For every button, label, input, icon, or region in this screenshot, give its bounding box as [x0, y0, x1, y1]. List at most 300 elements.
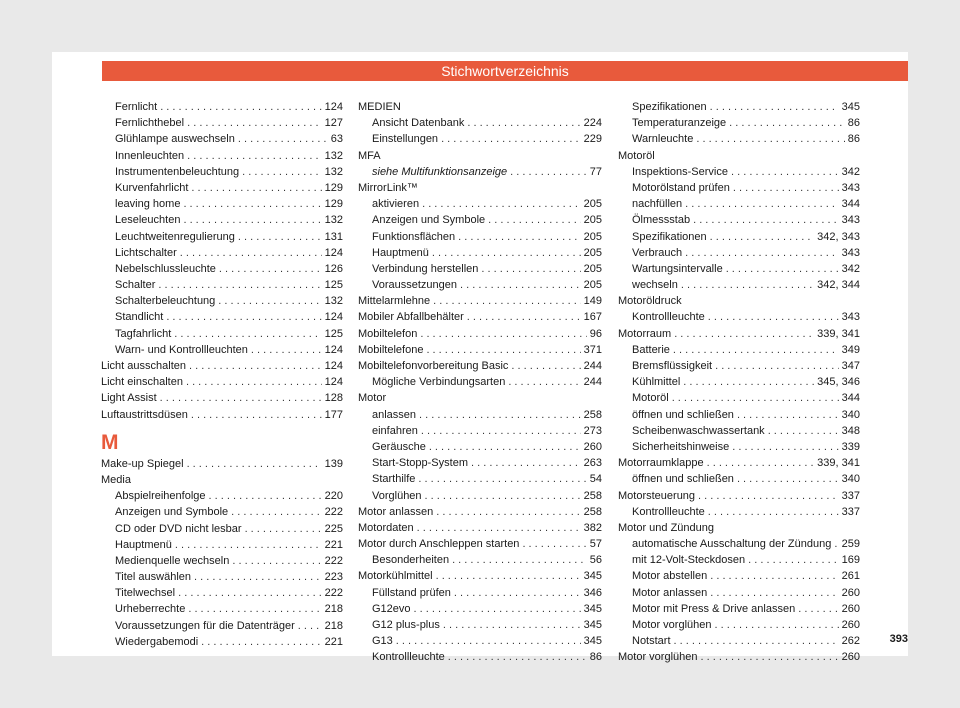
entry-page: 345 [841, 101, 860, 113]
entry-term: Verbrauch [632, 246, 683, 259]
dot-leader [737, 471, 839, 487]
index-entry [618, 196, 860, 212]
dot-leader [726, 261, 839, 277]
dot-leader [242, 164, 321, 180]
dot-leader [420, 326, 586, 342]
entry-page: 132 [324, 165, 343, 178]
dot-leader [209, 488, 322, 504]
index-entry [101, 601, 343, 617]
dot-leader [710, 568, 838, 584]
entry-page: 86 [847, 133, 860, 146]
dot-leader [710, 99, 839, 115]
entry-page: 343 [841, 246, 860, 259]
entry-page: 124 [324, 101, 343, 113]
index-entry [358, 423, 602, 439]
entry-term: öffnen und schließen [632, 408, 734, 421]
entry-term: Anzeigen und Symbole [115, 506, 229, 519]
index-entry [101, 245, 343, 261]
index-entry [358, 601, 602, 617]
dot-leader [673, 342, 839, 358]
entry-term: Mobiltelefonvorbereitung Basic [358, 360, 509, 372]
index-entry [101, 131, 343, 147]
entry-page: 218 [324, 603, 343, 616]
entry-page: 125 [324, 327, 343, 340]
entry-term: G12 plus-plus [372, 619, 440, 631]
entry-page: 124 [324, 246, 343, 259]
dot-leader [693, 212, 839, 228]
index-entry [358, 471, 602, 487]
entry-page: 344 [841, 198, 860, 211]
dot-leader [715, 358, 839, 374]
entry-term: Innenleuchten [115, 149, 185, 162]
entry-term: Einstellungen [372, 133, 439, 146]
index-column-3 [618, 99, 860, 666]
index-column-2 [358, 99, 602, 666]
entry-term: Wiedergabemodi [115, 635, 199, 648]
entry-page: 129 [324, 198, 343, 211]
dot-leader [219, 261, 322, 277]
index-entry [358, 649, 602, 665]
index-entry [101, 164, 343, 180]
index-entry [358, 229, 602, 245]
entry-term: Licht ausschalten [101, 360, 186, 372]
dot-leader [187, 456, 322, 472]
dot-leader [425, 488, 581, 504]
entry-page: 218 [324, 619, 343, 632]
entry-page: 244 [583, 360, 602, 372]
entry-term: Vorglühen [372, 489, 422, 502]
entry-page: 86 [589, 651, 602, 664]
index-entry [358, 293, 602, 309]
index-entry [618, 617, 860, 633]
index-entry [101, 293, 343, 309]
dot-leader [674, 326, 814, 342]
entry-term: Schalter [115, 279, 156, 292]
dot-leader [191, 407, 322, 423]
entry-term: Warn- und Kontrollleuchten [115, 343, 248, 356]
index-entry [358, 633, 602, 649]
dot-leader [452, 552, 587, 568]
entry-term: Bremsflüssigkeit [632, 360, 713, 372]
entry-term: Mobiler Abfallbehälter [358, 311, 464, 324]
entry-term: Kontrollleuchte [372, 651, 445, 664]
entry-term: Kontrollleuchte [632, 311, 705, 324]
entry-page: 86 [847, 117, 860, 130]
entry-term: Motorraumklappe [618, 457, 704, 470]
entry-page: 345 [583, 602, 602, 615]
entry-page: 129 [324, 181, 343, 194]
entry-term: Motorkühlmittel [358, 570, 433, 583]
entry-term: aktivieren [372, 198, 420, 211]
dot-leader [467, 115, 580, 131]
entry-term: Geräusche [372, 440, 426, 453]
dot-leader [187, 148, 322, 164]
entry-page: 229 [583, 133, 602, 146]
entry-page: 345 [583, 635, 602, 648]
entry-term: Licht einschalten [101, 376, 183, 389]
index-heading: Motoröl [618, 149, 655, 162]
index-entry [101, 326, 343, 342]
index-entry [618, 423, 860, 439]
index-entry [358, 309, 602, 325]
entry-term: Motorsteuerung [618, 489, 696, 502]
entry-term: Motorölstand prüfen [632, 181, 730, 194]
dot-leader [481, 261, 580, 277]
index-entry [618, 326, 860, 342]
entry-term: nachfüllen [632, 198, 683, 211]
dot-leader [175, 537, 322, 553]
entry-page: 349 [841, 343, 860, 356]
index-entry [101, 521, 343, 537]
entry-page: 345, 346 [817, 376, 860, 389]
entry-page: 177 [324, 408, 343, 421]
entry-term: Motoröl [632, 392, 669, 405]
entry-page: 342 [841, 262, 860, 275]
entry-term: Temperaturanzeige [632, 117, 727, 130]
entry-page: 337 [841, 505, 860, 518]
dot-leader [737, 407, 839, 423]
dot-leader [396, 633, 581, 649]
index-entry [618, 552, 860, 568]
entry-term: Leseleuchten [115, 214, 181, 227]
index-entry [358, 439, 602, 455]
entry-term: Scheibenwaschwassertank [632, 424, 765, 437]
entry-page: 346 [583, 586, 602, 599]
entry-term: Motor durch Anschleppen starten [358, 538, 520, 551]
index-entry [618, 309, 860, 325]
index-entry [101, 553, 343, 569]
index-entry [358, 520, 602, 536]
entry-page: 371 [583, 343, 602, 356]
dot-leader [685, 245, 838, 261]
entry-term: mit 12-Volt-Steckdosen [632, 554, 746, 567]
entry-term: Titelwechsel [115, 587, 176, 600]
index-entry [358, 115, 602, 131]
index-entry [618, 407, 860, 423]
dot-leader [422, 196, 581, 212]
entry-page: 205 [583, 279, 602, 292]
index-entry [618, 649, 860, 665]
entry-term: Motordaten [358, 521, 414, 534]
entry-page: 260 [841, 619, 860, 631]
entry-page: 124 [324, 360, 343, 372]
index-entry [101, 407, 343, 423]
index-entry [101, 488, 343, 504]
entry-term: Motor vorglühen [632, 619, 712, 631]
entry-page: 343 [841, 311, 860, 324]
dot-leader [696, 131, 844, 147]
entry-page: 343 [841, 214, 860, 227]
entry-page: 262 [841, 635, 860, 648]
index-entry [101, 212, 343, 228]
dot-leader [448, 649, 587, 665]
dot-leader [186, 374, 322, 390]
index-entry [101, 229, 343, 245]
index-entry [358, 358, 602, 374]
dot-leader [188, 601, 321, 617]
index-entry [618, 488, 860, 504]
entry-page: 205 [583, 230, 602, 243]
index-heading: Motor und Zündung [618, 521, 715, 534]
entry-page: 124 [324, 311, 343, 324]
index-entry [358, 164, 602, 180]
dot-leader [298, 618, 322, 634]
dot-leader [426, 342, 580, 358]
index-entry [101, 456, 343, 472]
entry-term: Hauptmenü [115, 538, 172, 551]
index-entry [358, 568, 602, 584]
dot-leader [698, 488, 839, 504]
dot-leader [707, 455, 815, 471]
dot-leader [436, 568, 581, 584]
dot-leader [834, 536, 838, 552]
entry-term: Batterie [632, 343, 670, 356]
entry-page: 348 [841, 424, 860, 437]
dot-leader [191, 180, 321, 196]
entry-page: 220 [324, 490, 343, 503]
index-entry [101, 390, 343, 406]
dot-leader [701, 649, 839, 665]
entry-term: Wartungsintervalle [632, 262, 723, 275]
index-entry [101, 634, 343, 650]
index-entry [101, 261, 343, 277]
entry-page: 340 [841, 408, 860, 421]
dot-leader [245, 521, 322, 537]
index-heading: Motor [358, 392, 387, 405]
entry-term: Fernlichthebel [115, 117, 185, 130]
entry-term: Hauptmenü [372, 246, 429, 259]
entry-page: 260 [583, 440, 602, 453]
entry-term: Tagfahrlicht [115, 327, 172, 340]
index-entry [618, 229, 860, 245]
index-entry [358, 261, 602, 277]
index-entry [101, 115, 343, 131]
dot-leader [715, 617, 839, 633]
entry-term: öffnen und schließen [632, 473, 734, 486]
entry-term: automatische Ausschaltung der Zündung [632, 538, 832, 551]
entry-page: 205 [583, 198, 602, 211]
entry-term: leaving home [115, 198, 181, 211]
dot-leader [201, 634, 321, 650]
index-entry [358, 617, 602, 633]
index-entry [618, 261, 860, 277]
dot-leader [681, 277, 814, 293]
dot-leader [471, 455, 581, 471]
dot-leader [166, 309, 321, 325]
entry-term: Instrumentenbeleuchtung [115, 165, 240, 178]
entry-term: Fernlicht [115, 101, 158, 113]
entry-term: Notstart [632, 635, 671, 648]
dot-leader [522, 536, 586, 552]
entry-term: Motor anlassen [358, 505, 434, 518]
dot-leader [432, 245, 581, 261]
entry-page: 223 [324, 571, 343, 584]
entry-page: 56 [589, 554, 602, 567]
entry-page: 258 [583, 408, 602, 421]
entry-page: 125 [324, 279, 343, 292]
entry-term: Start-Stopp-System [372, 457, 468, 470]
index-entry [618, 115, 860, 131]
entry-page: 258 [583, 489, 602, 502]
entry-term: Leuchtweitenregulierung [115, 230, 235, 243]
index-entry [358, 131, 602, 147]
entry-page: 221 [324, 538, 343, 551]
index-entry [101, 342, 343, 358]
index-entry [101, 569, 343, 585]
entry-page: 339 [841, 440, 860, 453]
entry-page: 344 [841, 392, 860, 405]
index-entry [618, 358, 860, 374]
dot-leader [183, 196, 321, 212]
index-entry [101, 196, 343, 212]
entry-term: Starthilfe [372, 473, 416, 486]
entry-term: Motor mit Press & Drive anlassen [632, 602, 796, 615]
entry-page: 149 [583, 295, 602, 308]
index-entry [101, 148, 343, 164]
entry-page: 167 [583, 311, 602, 324]
entry-page: 382 [583, 521, 602, 534]
dot-leader [180, 245, 322, 261]
dot-leader [418, 471, 586, 487]
entry-term: Voraussetzungen für die Datenträger [115, 619, 295, 632]
entry-term: Mobiltelefon [358, 327, 418, 340]
index-entry [618, 131, 860, 147]
dot-leader [467, 309, 581, 325]
dot-leader [232, 553, 321, 569]
index-entry [358, 196, 602, 212]
index-entry [358, 342, 602, 358]
entry-term: wechseln [632, 279, 678, 292]
dot-leader [429, 439, 581, 455]
entry-page: 63 [330, 133, 343, 146]
entry-term: Motor anlassen [632, 586, 708, 599]
entry-term: anlassen [372, 408, 417, 421]
index-entry [101, 504, 343, 520]
entry-term: Luftaustrittsdüsen [101, 408, 188, 421]
entry-term: Warnleuchte [632, 133, 694, 146]
dot-leader [798, 601, 838, 617]
entry-page: 224 [583, 117, 602, 130]
dot-leader [458, 229, 580, 245]
dot-leader [768, 423, 839, 439]
index-entry [101, 537, 343, 553]
entry-term: Besonderheiten [372, 554, 450, 567]
entry-page: 222 [324, 506, 343, 519]
entry-page: 132 [324, 214, 343, 227]
entry-term: Schalterbeleuchtung [115, 295, 216, 308]
dot-leader [732, 439, 838, 455]
entry-page: 77 [589, 165, 602, 178]
entry-term: Mögliche Verbindungsarten [372, 376, 506, 389]
index-entry [101, 277, 343, 293]
index-entry [618, 342, 860, 358]
entry-page: 345 [583, 619, 602, 631]
dot-leader [421, 423, 581, 439]
entry-term: Verbindung herstellen [372, 262, 479, 275]
entry-term: Titel auswählen [115, 571, 192, 584]
entry-page: 343 [841, 181, 860, 194]
index-entry [618, 277, 860, 293]
entry-page: 126 [324, 262, 343, 275]
entry-term: Anzeigen und Symbole [372, 214, 486, 227]
entry-term: Spezifikationen [632, 101, 707, 113]
entry-page: 132 [324, 295, 343, 308]
dot-leader [729, 115, 845, 131]
index-entry [358, 326, 602, 342]
entry-term: Urheberrechte [115, 603, 186, 616]
entry-term: Kontrollleuchte [632, 505, 705, 518]
index-entry [618, 245, 860, 261]
entry-term: Lichtschalter [115, 246, 177, 259]
entry-term: Motor abstellen [632, 570, 708, 583]
entry-term: CD oder DVD nicht lesbar [115, 522, 242, 535]
dot-leader [441, 131, 581, 147]
entry-page: 205 [583, 262, 602, 275]
index-column-1 [101, 99, 343, 650]
index-entry [618, 439, 860, 455]
index-entry [618, 164, 860, 180]
entry-term: Mittelarmlehne [358, 295, 431, 308]
entry-term: einfahren [372, 424, 418, 437]
section-letter: M [101, 430, 119, 454]
index-heading: Motoröldruck [618, 295, 682, 308]
index-entry [358, 488, 602, 504]
entry-page: 258 [583, 505, 602, 518]
dot-leader [672, 390, 839, 406]
dot-leader [710, 585, 838, 601]
dot-leader [674, 633, 839, 649]
dot-leader [160, 390, 322, 406]
index-entry [358, 585, 602, 601]
dot-leader [194, 569, 322, 585]
dot-leader [683, 374, 814, 390]
dot-leader [187, 115, 322, 131]
entry-page: 225 [324, 522, 343, 535]
entry-term: Kurvenfahrlicht [115, 181, 189, 194]
entry-term: Voraussetzungen [372, 279, 458, 292]
entry-page: 339, 341 [817, 327, 860, 340]
entry-page: 342, 344 [817, 279, 860, 292]
index-entry [358, 245, 602, 261]
dot-leader [460, 277, 581, 293]
entry-page: 342, 343 [817, 230, 860, 243]
dot-leader [238, 229, 322, 245]
entry-page: 339, 341 [817, 457, 860, 470]
document-page [52, 52, 908, 664]
entry-term: Inspektions-Service [632, 165, 728, 178]
index-entry [101, 618, 343, 634]
index-entry [618, 601, 860, 617]
entry-term: Make-up Spiegel [101, 457, 184, 470]
entry-page: 205 [583, 214, 602, 227]
index-entry [101, 309, 343, 325]
entry-page: 263 [583, 457, 602, 470]
entry-term: siehe Multifunktionsanzeige [372, 165, 508, 178]
entry-term: Motorraum [618, 327, 672, 340]
dot-leader [685, 196, 838, 212]
entry-term: Spezifikationen [632, 230, 707, 243]
entry-page: 261 [841, 570, 860, 583]
dot-leader [436, 504, 580, 520]
index-entry [618, 455, 860, 471]
index-entry [358, 504, 602, 520]
page-header: Stichwortverzeichnis [102, 61, 908, 81]
entry-page: 244 [583, 376, 602, 389]
dot-leader [508, 374, 580, 390]
dot-leader [454, 585, 581, 601]
entry-term: Light Assist [101, 392, 157, 405]
index-entry [101, 358, 343, 374]
